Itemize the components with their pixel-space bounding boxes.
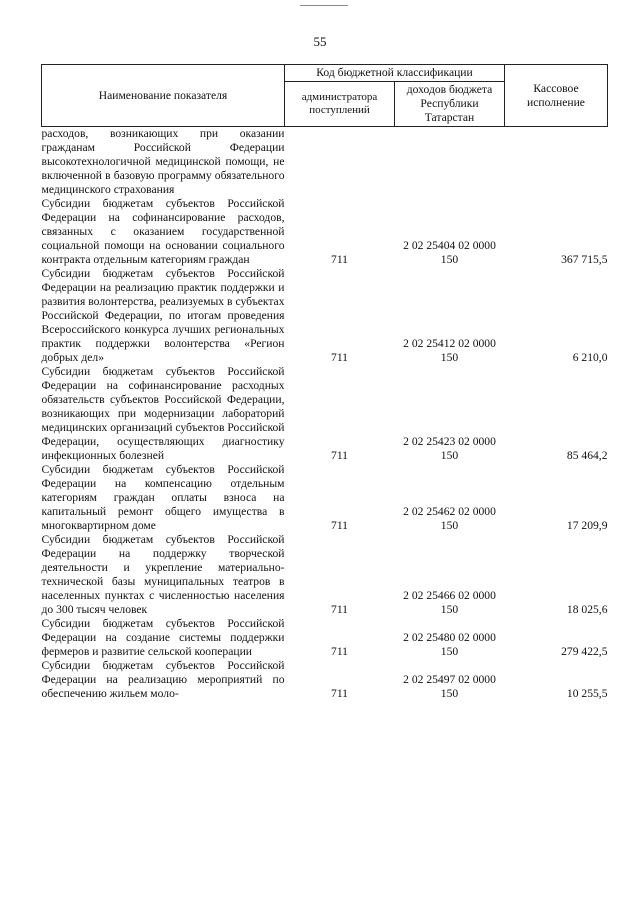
table-row <box>42 617 608 659</box>
row-execution: 18 025,6 <box>566 603 608 616</box>
header-income: доходов бюджета Республики Татарстан <box>395 82 505 127</box>
row-name: Субсидии бюджетам субъектов Российской Федерации на компенсацию отдельным категориям граждан оплаты взноса на капитальный ремонт общего имущества в многоквартирном доме <box>41 463 285 532</box>
row-income-code <box>395 127 505 198</box>
row-income-code: 2 02 25480 02 0000 150 <box>403 631 496 658</box>
table-row <box>42 463 608 533</box>
table-row <box>42 365 608 463</box>
table-row <box>42 659 608 701</box>
row-admin-code: 711 <box>331 449 348 462</box>
row-admin-code: 711 <box>331 687 348 700</box>
row-name: Субсидии бюджетам субъектов Российской Федерации на поддержку творческой деятельности и укрепление материально-технической базы муниципальных театров в населенных пунктах с численностью населения до 300 тысяч человек <box>41 533 285 616</box>
table-row <box>42 127 608 198</box>
row-execution: 10 255,5 <box>566 687 608 700</box>
row-admin-code: 711 <box>331 645 348 658</box>
row-execution: 6 210,0 <box>572 351 608 364</box>
table-row <box>42 267 608 365</box>
table-row <box>42 533 608 617</box>
top-rule <box>300 5 348 6</box>
row-execution: 367 715,5 <box>561 253 608 266</box>
header-name: Наименование показателя <box>42 65 285 127</box>
row-name: расходов, возникающих при оказании гражданам Российской Федерации высокотехнологичной медицинской помощи, не включенной в базовую программу обязательного медицинского страхования <box>41 127 285 196</box>
row-income-code: 2 02 25462 02 0000 150 <box>403 505 496 532</box>
row-admin-code: 711 <box>331 603 348 616</box>
page-number: 55 <box>313 34 327 49</box>
budget-table-container <box>41 64 608 701</box>
row-income-code: 2 02 25423 02 0000 150 <box>403 435 496 462</box>
row-name: Субсидии бюджетам субъектов Российской Федерации на софинансирование расходов, связанных с оказанием государственной социальной помощи на основании социального контракта отдельным категориям граждан <box>41 197 285 266</box>
row-admin-code: 711 <box>331 519 348 532</box>
table-header-row <box>42 65 608 82</box>
row-name: Субсидии бюджетам субъектов Российской Федерации на создание системы поддержки фермеров и развитие сельской кооперации <box>41 617 285 658</box>
row-admin-code: 711 <box>331 253 348 266</box>
row-admin-code <box>285 127 395 198</box>
row-income-code: 2 02 25412 02 0000 150 <box>403 337 496 364</box>
budget-table <box>41 64 608 701</box>
header-admin: администратора поступлений <box>285 82 395 127</box>
table-row <box>42 197 608 267</box>
row-name: Субсидии бюджетам субъектов Российской Федерации на софинансирование расходных обязательств субъектов Российской Федерации, возникающих при модернизации лабораторий медицинских организаций субъектов Российской Федерации, осуществляющих диагностику инфекционных болезней <box>41 365 285 462</box>
row-income-code: 2 02 25404 02 0000 150 <box>403 239 496 266</box>
row-income-code: 2 02 25466 02 0000 150 <box>403 589 496 616</box>
row-income-code: 2 02 25497 02 0000 150 <box>403 673 496 700</box>
row-admin-code: 711 <box>331 351 348 364</box>
row-name: Субсидии бюджетам субъектов Российской Федерации на реализацию мероприятий по обеспечению жильем моло- <box>41 659 285 700</box>
header-code-group: Код бюджетной классификации <box>285 65 505 82</box>
header-execution: Кассовое исполнение <box>505 65 608 127</box>
row-execution: 279 422,5 <box>561 645 608 658</box>
row-execution: 85 464,2 <box>566 449 608 462</box>
row-name: Субсидии бюджетам субъектов Российской Федерации на реализацию практик поддержки и развития волонтерства, реализуемых в субъектах Российской Федерации, по итогам проведения Всероссийского конкурса лучших региональных практик поддержки волонтерства «Регион добрых дел» <box>41 267 285 364</box>
row-execution: 17 209,9 <box>566 519 608 532</box>
row-execution <box>505 127 608 198</box>
